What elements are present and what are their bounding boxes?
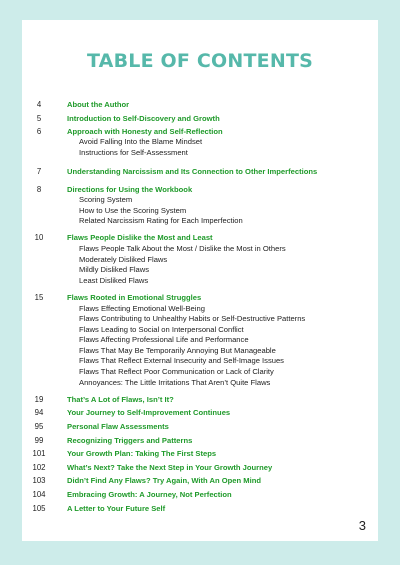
toc-entry-title[interactable]: Personal Flaw Assessments (67, 421, 169, 431)
toc-entry-title[interactable]: Flaws People Dislike the Most and Least (67, 233, 213, 243)
toc-entry (22, 436, 378, 447)
toc-entry-row (22, 395, 378, 406)
toc-entry-row (22, 504, 378, 515)
toc-entry-title[interactable]: Flaws Rooted in Emotional Struggles (67, 292, 202, 302)
toc-entry-title[interactable]: Directions for Using the Workbook (67, 184, 193, 194)
toc-entry-title[interactable]: What’s Next? Take the Next Step in Your Growth Journey (67, 462, 273, 472)
toc-entry-title[interactable]: That’s A Lot of Flaws, Isn’t It? (67, 394, 174, 404)
toc-entry (22, 490, 378, 501)
toc-page-number: 19 (34, 394, 44, 404)
toc-entry (22, 504, 378, 515)
toc-entry-title[interactable]: Embracing Growth: A Journey, Not Perfection (67, 489, 232, 499)
toc-entry (22, 127, 378, 159)
toc-subentry[interactable]: Avoid Falling Into the Blame Mindset (79, 137, 203, 147)
toc-page-number: 15 (34, 292, 44, 302)
toc-subentry[interactable]: Mildly Disliked Flaws (79, 265, 150, 275)
toc-page-number: 94 (34, 408, 44, 418)
toc-subentry[interactable]: Flaws That Reflect Poor Communication or Lack of Clarity (79, 367, 274, 377)
toc-entry (22, 185, 378, 227)
toc-entry-title[interactable]: Understanding Narcissism and Its Connection to Other Imperfections (67, 167, 318, 177)
toc-entry (22, 293, 378, 388)
toc-entry-title[interactable]: Your Growth Plan: Taking The First Steps (67, 449, 217, 459)
toc-page-number: 4 (36, 100, 42, 109)
toc-entry-row (22, 490, 378, 501)
toc-subentry[interactable]: Flaws People Talk About the Most / Dislike the Most in Others (79, 244, 286, 254)
toc-entry-row (22, 436, 378, 447)
toc-page-number: 5 (36, 113, 42, 123)
table-of-contents (22, 100, 378, 514)
toc-entry-title[interactable]: Introduction to Self-Discovery and Growth (67, 113, 220, 123)
toc-subentry[interactable]: Instructions for Self-Assessment (79, 147, 188, 157)
toc-entry (22, 408, 378, 419)
toc-entry-row (22, 185, 378, 196)
toc-subentry[interactable]: Flaws Leading to Social on Interpersonal Conflict (79, 324, 244, 334)
toc-page-number: 105 (32, 503, 46, 513)
toc-entry (22, 422, 378, 433)
toc-entry-title[interactable]: About the Author (67, 100, 130, 109)
toc-page-number: 95 (34, 421, 44, 431)
toc-entry-title[interactable]: Didn’t Find Any Flaws? Try Again, With An Open Mind (67, 476, 261, 486)
page-number: 3 (358, 518, 366, 533)
page-title: TABLE OF CONTENTS (86, 50, 313, 72)
toc-subentry[interactable]: Flaws That May Be Temporarily Annoying But Manageable (79, 345, 276, 355)
toc-entry-row (22, 293, 378, 304)
toc-page-number: 104 (32, 489, 46, 499)
toc-page-number: 103 (32, 476, 46, 486)
toc-entry-row (22, 127, 378, 138)
toc-entry-row (22, 114, 378, 125)
toc-entry (22, 114, 378, 125)
toc-entry (22, 449, 378, 460)
toc-page-number: 102 (32, 462, 46, 472)
toc-entry-title[interactable]: Recognizing Triggers and Patterns (67, 435, 193, 445)
toc-entry-title[interactable]: A Letter to Your Future Self (67, 503, 166, 513)
toc-entry-title[interactable]: Approach with Honesty and Self-Reflection (67, 126, 223, 136)
toc-entry-row (22, 422, 378, 433)
document-page (22, 20, 378, 541)
toc-entry-title[interactable]: Your Journey to Self-Improvement Continues (67, 408, 231, 418)
toc-subentry[interactable]: Least Disliked Flaws (79, 275, 149, 285)
toc-subentry[interactable]: Flaws That Reflect External Insecurity and Self-Image Issues (79, 356, 284, 366)
toc-entry (22, 476, 378, 487)
toc-entry (22, 100, 378, 111)
toc-page-number: 8 (36, 184, 42, 194)
toc-page-number: 99 (34, 435, 44, 445)
toc-entry (22, 167, 378, 178)
toc-entry (22, 395, 378, 406)
toc-subentry[interactable]: Related Narcissism Rating for Each Imperfection (79, 216, 243, 226)
toc-entry-row (22, 449, 378, 460)
toc-entry-row (22, 100, 378, 111)
toc-entry-row (22, 463, 378, 474)
toc-entry-row (22, 233, 378, 244)
toc-subentry[interactable]: Flaws Contributing to Unhealthy Habits or Self-Destructive Patterns (79, 314, 306, 324)
toc-entry-row (22, 167, 378, 178)
toc-entry-row (22, 476, 378, 487)
toc-subentry[interactable]: Flaws Effecting Emotional Well-Being (79, 303, 205, 313)
toc-page-number: 101 (32, 449, 46, 459)
toc-entry (22, 233, 378, 286)
toc-entry (22, 463, 378, 474)
toc-subentry[interactable]: Annoyances: The Little Irritations That Aren’t Quite Flaws (79, 377, 271, 387)
toc-subentry[interactable]: Scoring System (79, 195, 133, 205)
toc-subentry[interactable]: Moderately Disliked Flaws (79, 254, 168, 264)
toc-page-number: 6 (36, 126, 42, 136)
toc-subentry[interactable]: How to Use the Scoring System (79, 205, 187, 215)
toc-page-number: 10 (34, 233, 44, 243)
toc-page-number: 7 (36, 167, 42, 177)
toc-subentry[interactable]: Flaws Affecting Professional Life and Performance (79, 335, 249, 345)
toc-entry-row (22, 408, 378, 419)
